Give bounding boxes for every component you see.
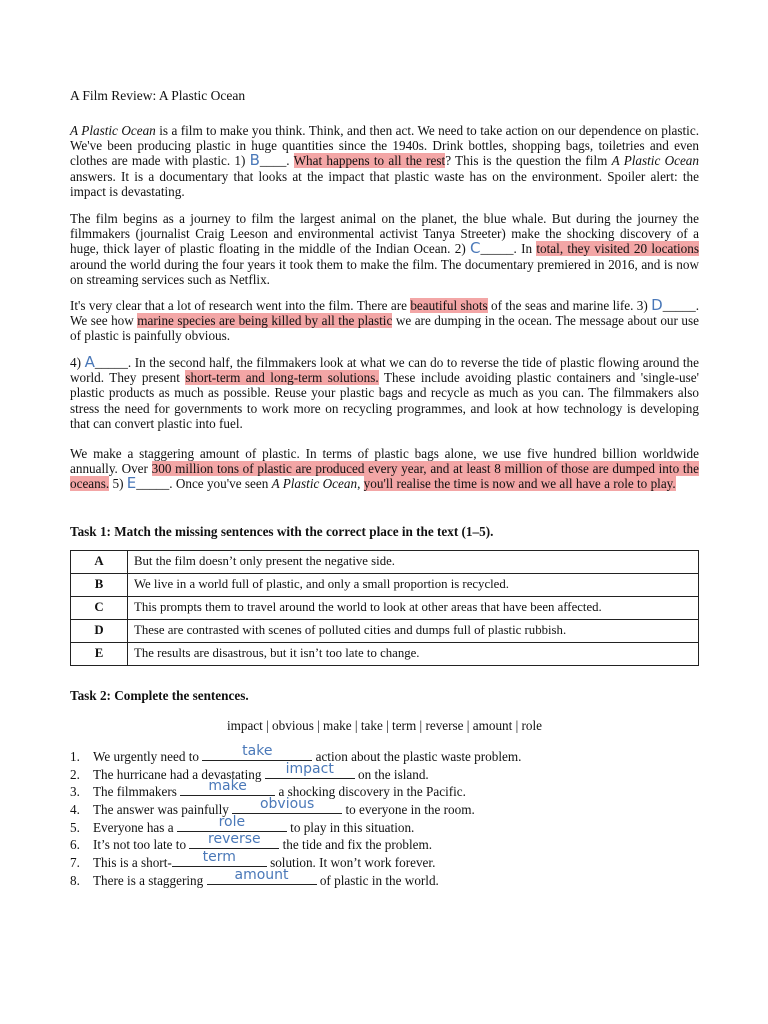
handwritten-answer: reverse [208, 831, 261, 848]
sentence-end: the tide and fix the problem. [279, 837, 433, 853]
row-sentence: The results are disastrous, but it isn’t too late to change. [128, 643, 699, 666]
item-number: 2. [70, 766, 80, 782]
row-sentence: This prompts them to travel around the world to look at other areas that have been affected. [128, 597, 699, 620]
sentence-start: It’s not too late to [93, 837, 190, 853]
sentence-start: There is a staggering [93, 872, 207, 888]
row-letter: E [71, 643, 128, 666]
table-row [71, 643, 699, 666]
film-title: A Plastic Ocean [70, 123, 156, 138]
matching-table [70, 550, 699, 666]
answer-blank [207, 866, 317, 888]
paragraph-4: 4) A_____. In the second half, the filmmakers look at what we can do to reverse the tide of plastic flowing around the world. They present short-term and long-term solutions. These include avoiding plastic containers and 'single-use' plastic products as much as possible. Reuse your plastic bags and recycle as much as you can. The filmmakers also stress the need for governments to work more on recycling programmes, and look at how technology is developing that can convert plastic into fuel. [70, 353, 699, 431]
handwritten-answer: amount [234, 866, 289, 883]
row-letter: D [71, 620, 128, 643]
highlight: What happens to all the rest [293, 153, 446, 169]
sentence-start: The filmmakers [93, 784, 181, 800]
highlight: marine species are being killed by all the plastic [137, 313, 393, 329]
highlight: 300 million tons of plastic are produced every year, and at least 8 million of those are dumped into the oceans. [70, 461, 699, 492]
handwritten-answer: role [218, 813, 246, 830]
page-title: A Film Review: A Plastic Ocean [70, 88, 246, 103]
table-row [71, 551, 699, 574]
paragraph-5: We make a staggering amount of plastic. In terms of plastic bags alone, we use five hundred billion worldwide annually. Over 300 million tons of plastic are produced every year, and at least 8 million of those are dumped into the oceans. 5) E_____. Once you've seen A Plastic Ocean, you'll realise the time is now and we all have a role to play. [70, 446, 699, 493]
item-number: 6. [70, 837, 80, 853]
task2-heading: Task 2: Complete the sentences. [70, 688, 249, 703]
handwritten-answer-2: C [470, 239, 481, 258]
highlight: beautiful shots [410, 298, 488, 313]
sentence-start: The answer was painfully [93, 802, 233, 818]
item-number: 5. [70, 819, 80, 835]
list-item [70, 813, 521, 837]
item-number: 3. [70, 784, 80, 800]
item-number: 1. [70, 749, 80, 764]
row-sentence: But the film doesn’t only present the negative side. [128, 551, 699, 574]
table-row [71, 597, 699, 620]
paragraph-2: The film begins as a journey to film the largest animal on the planet, the blue whale. But during the journey the filmmakers (journalist Craig Leeson and environmental activist Tanya Streeter) make the shocking discovery of a huge, thick layer of plastic floating in the middle of the Indian Ocean. 2) C_____. In total, they visited 20 locations around the world during the four years it took them to make the film. The documentary premiered in 2016, and is now on streaming services such as Netflix. [70, 211, 699, 287]
handwritten-answer-1: B [249, 151, 260, 170]
row-letter: B [71, 574, 128, 597]
sentence-start: The hurricane had a devastating [93, 766, 265, 782]
handwritten-answer-3: D [651, 296, 663, 314]
highlight: short-term and long-term solutions. [185, 370, 379, 386]
row-sentence: These are contrasted with scenes of polluted cities and dumps full of plastic rubbish. [128, 620, 699, 643]
sentence-end: action about the plastic waste problem. [312, 749, 522, 764]
sentence-end: of plastic in the world. [316, 872, 439, 888]
handwritten-answer-4: A [84, 353, 95, 371]
highlight: you'll realise the time is now and we all have a role to play. [363, 476, 676, 492]
table-row [71, 574, 699, 597]
handwritten-answer-5: E [126, 474, 137, 493]
item-number: 4. [70, 802, 80, 818]
sentence-end: a shocking discovery in the Pacific. [275, 784, 466, 800]
paragraph-1: A Plastic Ocean is a film to make you think. Think, and then act. We need to take action on our dependence on plastic. We've been producing plastic in huge quantities since the 1940s. Drink bottles, shopping bags, toiletries and even clothes are made with plastic. 1) B____. What happens to all the rest? This is the question the film A Plastic Ocean answers. It is a documentary that looks at the impact that plastic waste has on the environment. Spoiler alert: the impact is devastating. [70, 123, 699, 199]
item-number: 7. [70, 855, 80, 871]
table-row [71, 620, 699, 643]
row-letter: C [71, 597, 128, 620]
word-bank: impact | obvious | make | take | term | reverse | amount | role [226, 718, 543, 733]
handwritten-answer: term [202, 849, 236, 866]
sentence-list [70, 743, 522, 890]
row-letter: A [71, 551, 128, 574]
paragraph-3: It's very clear that a lot of research went into the film. There are beautiful shots of the seas and marine life. 3) D_____. We see how marine species are being killed by all the plastic we are dumping in the ocean. The message about our use of plastic is painfully obvious. [70, 296, 699, 344]
item-number: 8. [70, 872, 80, 888]
highlight: total, they visited 20 locations [536, 241, 699, 257]
list-item [70, 760, 521, 784]
sentence-start: This is a short- [93, 855, 172, 871]
task1-heading: Task 1: Match the missing sentences with the correct place in the text (1–5). [70, 524, 494, 539]
list-item [70, 866, 521, 890]
sentence-end: to everyone in the room. [342, 802, 475, 818]
sentence-start: Everyone has a [93, 819, 177, 835]
sentence-end: solution. It won’t work forever. [266, 855, 436, 871]
sentence-end: on the island. [354, 766, 429, 782]
sentence-end: to play in this situation. [286, 819, 415, 835]
list-item [70, 796, 521, 819]
handwritten-answer: obvious [259, 796, 315, 813]
handwritten-answer: make [208, 778, 247, 795]
handwritten-answer: impact [285, 760, 334, 777]
answer-blank [265, 760, 355, 782]
list-item [70, 831, 521, 854]
row-sentence: We live in a world full of plastic, and only a small proportion is recycled. [128, 574, 699, 597]
handwritten-answer: take [242, 743, 273, 759]
sentence-start: We urgently need to [93, 749, 203, 764]
